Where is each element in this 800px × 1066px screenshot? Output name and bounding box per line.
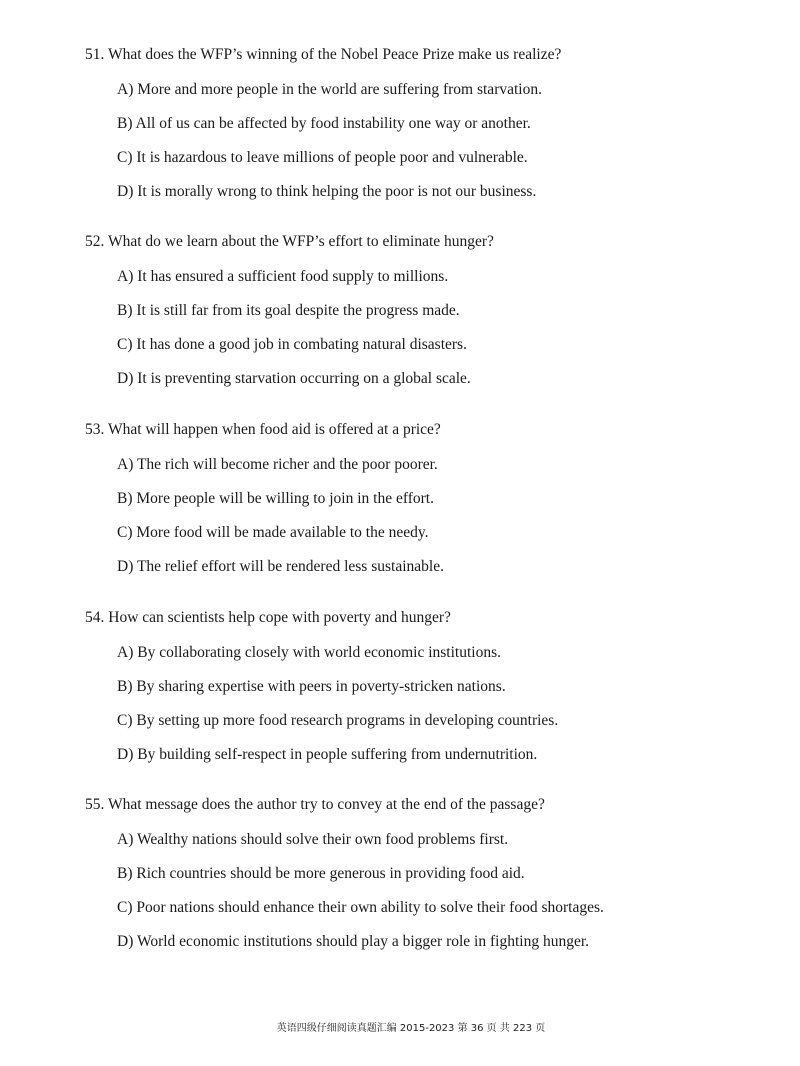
question-stem: 53. What will happen when food aid is offered at a price? (85, 421, 441, 438)
option-d: D) World economic institutions should play a bigger role in fighting hunger. (117, 933, 590, 950)
page-footer: 英语四级仔细阅读真题汇编 2015-2023 第 36 页 共 223 页 (276, 1023, 546, 1034)
question-stem: 55. What message does the author try to convey at the end of the passage? (85, 796, 545, 813)
question-stem: 51. What does the WFP’s winning of the Nobel Peace Prize make us realize? (85, 46, 562, 63)
option-b: B) Rich countries should be more generous in providing food aid. (117, 865, 525, 882)
option-b: B) By sharing expertise with peers in poverty-stricken nations. (117, 678, 506, 695)
question-stem: 52. What do we learn about the WFP’s effort to eliminate hunger? (85, 233, 494, 250)
option-a: A) More and more people in the world are suffering from starvation. (117, 81, 542, 98)
question-stem: 54. How can scientists help cope with poverty and hunger? (85, 609, 451, 626)
option-a: A) The rich will become richer and the poor poorer. (117, 456, 438, 473)
option-d: D) By building self-respect in people suffering from undernutrition. (117, 746, 538, 763)
option-b: B) It is still far from its goal despite the progress made. (117, 302, 460, 319)
option-a: A) It has ensured a sufficient food supply to millions. (117, 268, 449, 285)
option-b: B) All of us can be affected by food instability one way or another. (117, 115, 531, 132)
option-c: C) More food will be made available to the needy. (117, 524, 429, 541)
option-c: C) By setting up more food research programs in developing countries. (117, 712, 559, 729)
option-d: D) It is preventing starvation occurring on a global scale. (117, 370, 471, 387)
option-a: A) By collaborating closely with world economic institutions. (117, 644, 501, 661)
option-a: A) Wealthy nations should solve their own food problems first. (117, 831, 509, 848)
option-c: C) It has done a good job in combating natural disasters. (117, 336, 467, 353)
option-d: D) The relief effort will be rendered less sustainable. (117, 558, 444, 575)
option-d: D) It is morally wrong to think helping the poor is not our business. (117, 183, 537, 200)
option-c: C) Poor nations should enhance their own ability to solve their food shortages. (117, 899, 604, 916)
option-c: C) It is hazardous to leave millions of people poor and vulnerable. (117, 149, 528, 166)
option-b: B) More people will be willing to join in the effort. (117, 490, 434, 507)
